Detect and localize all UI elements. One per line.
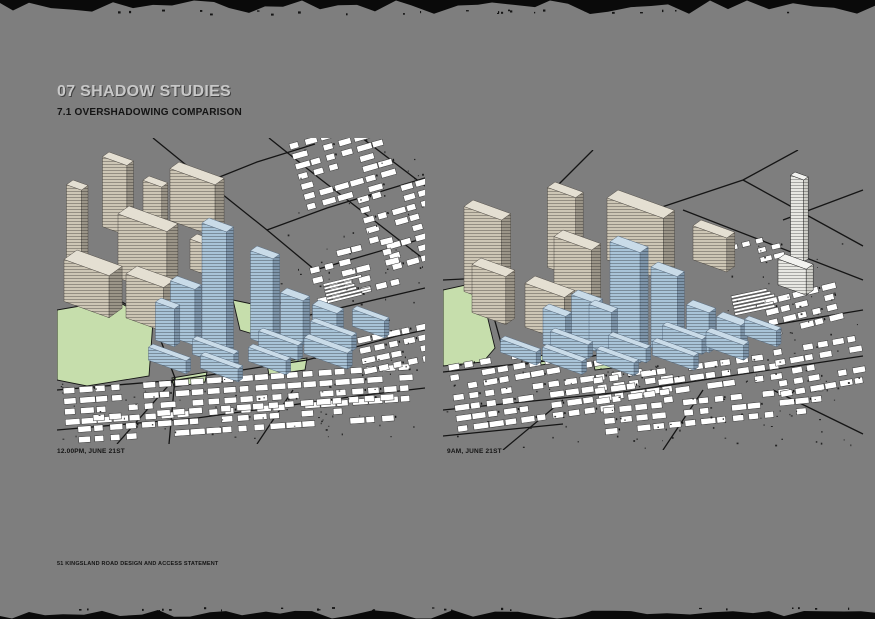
footer-text: 51 KINGSLAND ROAD DESIGN AND ACCESS STATEMENT	[57, 561, 219, 567]
outline-building	[791, 172, 809, 262]
section-subtitle: 7.1 OVERSHADOWING COMPARISON	[57, 107, 242, 118]
proposed-building	[156, 298, 180, 347]
proposed-building	[353, 306, 390, 338]
section-title: 07 SHADOW STUDIES	[57, 83, 232, 100]
context-houses-block	[773, 335, 867, 398]
proposed-building	[202, 218, 233, 360]
massing-rendering-left	[57, 138, 425, 444]
massing-rendering-right	[443, 150, 867, 450]
proposed-building	[501, 336, 541, 365]
caption-left: 12.00PM, JUNE 21ST	[57, 448, 125, 455]
proposed-building	[149, 344, 191, 374]
torn-edge-top	[0, 0, 875, 18]
context-houses-block	[289, 138, 401, 210]
proposed-massing	[149, 218, 390, 382]
context-building	[472, 258, 515, 325]
context-outline-tower	[778, 172, 813, 295]
caption-right: 9AM, JUNE 21ST	[447, 448, 502, 455]
outline-building	[778, 254, 813, 295]
torn-edge-bottom	[0, 607, 875, 619]
